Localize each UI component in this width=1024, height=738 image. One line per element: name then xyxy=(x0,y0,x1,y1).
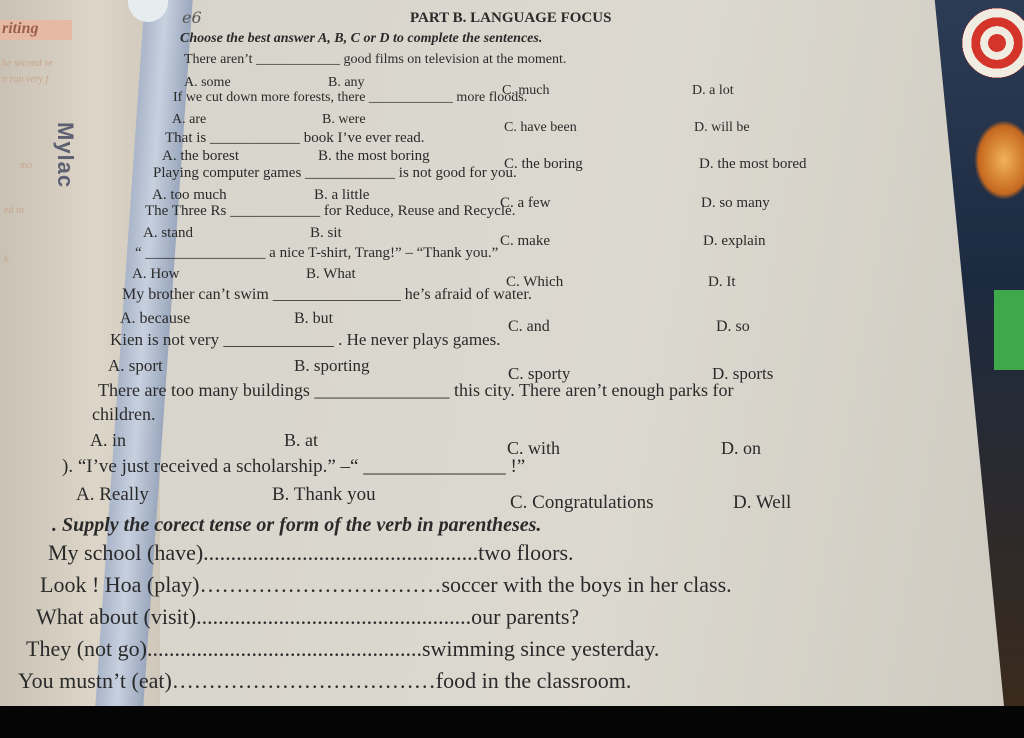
question-9-stem-cont: children. xyxy=(92,404,156,424)
left-page-fragment: k xyxy=(4,254,9,265)
question-7-option-A: A. because xyxy=(120,310,191,327)
question-6-option-C: C. Which xyxy=(506,274,564,290)
question-2-option-D: D. will be xyxy=(694,120,750,135)
left-page-fragment: ed in xyxy=(4,205,24,216)
question-8-option-B: B. sporting xyxy=(294,356,370,375)
question-3-option-D: D. the most bored xyxy=(699,156,807,172)
question-5-option-C: C. make xyxy=(500,233,550,249)
question-7-stem: My brother can’t swim ________________ he’s afraid of water. xyxy=(122,286,532,303)
question-10-stem: ). “I’ve just received a scholarship.” –“ _______________ !” xyxy=(62,456,526,477)
spine-label: Mylac xyxy=(53,122,78,189)
question-10-option-C: C. Congratulations xyxy=(510,492,654,513)
question-8-option-C: C. sporty xyxy=(508,364,571,383)
question-2-option-B: B. were xyxy=(322,112,366,127)
question-9-option-B: B. at xyxy=(284,430,318,450)
question-10-option-A: A. Really xyxy=(76,484,149,505)
question-1-option-B: B. any xyxy=(328,75,365,90)
instruction-choose: Choose the best answer A, B, C or D to complete the sentences. xyxy=(180,31,543,46)
bottom-black-bar xyxy=(0,706,1024,738)
question-4-option-B: B. a little xyxy=(314,187,370,203)
verb-item-1: My school (have)..................................................two floors. xyxy=(48,540,574,565)
question-2-option-C: C. have been xyxy=(504,120,577,135)
question-4-option-D: D. so many xyxy=(701,195,770,211)
left-page-heading: riting xyxy=(0,20,72,40)
flame-graphic xyxy=(974,120,1024,200)
question-2-stem: If we cut down more forests, there ____________ more floods. xyxy=(173,90,528,105)
left-page-fragment: n run very f xyxy=(2,74,49,85)
question-7-option-C: C. and xyxy=(508,318,550,335)
question-1-option-C: C. much xyxy=(502,83,550,98)
question-1-option-A: A. some xyxy=(184,75,231,90)
question-5-option-D: D. explain xyxy=(703,233,766,249)
question-5-option-A: A. stand xyxy=(143,225,193,241)
question-5-option-B: B. sit xyxy=(310,225,342,241)
question-8-option-A: A. sport xyxy=(108,356,163,375)
question-6-stem: “ ________________ a nice T-shirt, Trang!” – “Thank you.” xyxy=(135,245,499,261)
question-2-option-A: A. are xyxy=(172,112,207,127)
verb-item-5: You mustn’t (eat)………………………………food in the classroom. xyxy=(18,668,632,693)
question-3-stem: That is ____________ book I’ve ever read. xyxy=(165,130,425,146)
question-5-stem: The Three Rs ____________ for Reduce, Reuse and Recycle. xyxy=(145,203,516,219)
question-7-option-D: D. so xyxy=(716,318,750,335)
green-graphic xyxy=(994,290,1024,370)
question-3-option-A: A. the borest xyxy=(162,148,240,164)
question-4-option-C: C. a few xyxy=(500,195,551,211)
left-page-fragment: mo xyxy=(20,160,33,171)
question-9-option-A: A. in xyxy=(90,430,126,450)
handwritten-note: e6 xyxy=(182,8,202,27)
question-1-option-D: D. a lot xyxy=(692,83,734,98)
question-4-option-A: A. too much xyxy=(152,187,227,203)
question-7-option-B: B. but xyxy=(294,310,334,327)
question-8-option-D: D. sports xyxy=(712,364,774,383)
left-page-fragment: he second se xyxy=(2,58,53,69)
question-6-option-A: A. How xyxy=(132,266,180,282)
section-supply-heading: . Supply the corect tense or form of the verb in parentheses. xyxy=(52,514,542,536)
question-9-stem: There are too many buildings _______________ this city. There aren’t enough parks for xyxy=(98,380,734,400)
question-4-stem: Playing computer games ____________ is not good for you. xyxy=(153,165,517,181)
verb-item-3: What about (visit)..................................................our parents? xyxy=(36,604,580,629)
question-1-stem: There aren’t ____________ good films on television at the moment. xyxy=(184,52,567,67)
target-graphic xyxy=(962,8,1024,78)
question-3-option-C: C. the boring xyxy=(504,156,583,172)
verb-item-4: They (not go)..................................................swimming since yesterday. xyxy=(26,636,660,661)
question-6-option-D: D. It xyxy=(708,274,736,290)
question-9-option-D: D. on xyxy=(721,438,761,458)
question-3-option-B: B. the most boring xyxy=(318,148,430,164)
verb-item-2: Look ! Hoa (play)……………………………soccer with the boys in her class. xyxy=(40,572,732,597)
question-9-option-C: C. with xyxy=(507,438,561,458)
question-10-option-D: D. Well xyxy=(733,492,792,513)
question-6-option-B: B. What xyxy=(306,266,356,282)
part-title: PART B. LANGUAGE FOCUS xyxy=(410,10,612,26)
question-8-stem: Kien is not very _____________ . He never plays games. xyxy=(110,330,501,349)
question-10-option-B: B. Thank you xyxy=(272,484,376,505)
